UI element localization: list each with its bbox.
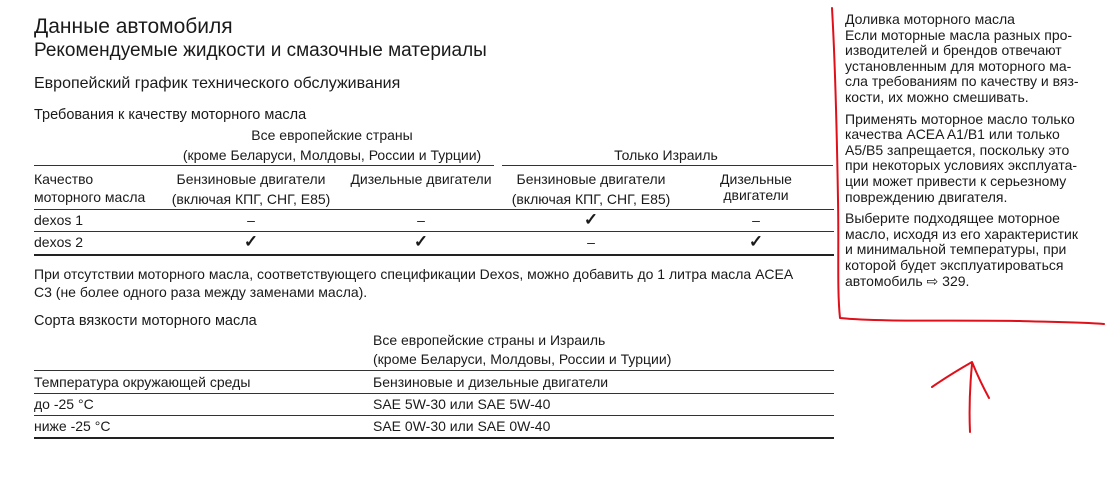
viscosity-row-grade: SAE 0W-30 или SAE 0W-40 <box>373 418 551 434</box>
page-title: Данные автомобиля <box>34 15 233 38</box>
col-diesel-il-line2: двигатели <box>723 187 789 203</box>
viscosity-row-grade: SAE 5W-30 или SAE 5W-40 <box>373 396 551 412</box>
sidebar-line: сла требованиям по качеству и вяз- <box>845 73 1079 90</box>
row-dexos1-name: dexos 1 <box>34 212 84 228</box>
page-subtitle: Рекомендуемые жидкости и смазочные материалы <box>34 40 487 61</box>
col-petrol-eu-line1: Бензиновые двигатели <box>176 171 326 187</box>
annotation-bracket-line <box>832 8 1104 324</box>
viscosity-row-temp: ниже -25 °C <box>34 418 111 434</box>
viscosity-group-line2: (кроме Беларуси, Молдовы, России и Турции) <box>373 351 672 367</box>
sidebar-line: изводителей и брендов отвечают <box>845 42 1062 59</box>
col-quality-line1: Качество <box>34 171 94 187</box>
sidebar-line: ции может привести к серьезному <box>845 172 1067 189</box>
col-petrol-il-line1: Бензиновые двигатели <box>516 171 666 187</box>
row-dexos1-petrol-il: ✓ <box>583 210 599 229</box>
sidebar-line: повреждению двигателя. <box>845 188 1008 205</box>
sidebar-line: кости, их можно смешивать. <box>845 88 1029 105</box>
row-dexos1-petrol-eu: – <box>247 212 255 228</box>
group-israel-header: Только Израиль <box>614 147 718 163</box>
col-diesel-eu: Дизельные двигатели <box>350 171 492 187</box>
sidebar-line: автомобиль ⇨ 329. <box>845 272 970 289</box>
row-dexos2-diesel-il: ✓ <box>748 232 764 251</box>
dexos-note-line1: При отсутствии моторного масла, соответствующего спецификации Dexos, можно добавить до 1 литра масла ACEA <box>34 266 794 282</box>
col-petrol-il-line2: (включая КПГ, СНГ, E85) <box>511 191 671 207</box>
row-dexos2-name: dexos 2 <box>34 234 84 250</box>
row-dexos2-petrol-il: – <box>587 234 595 250</box>
viscosity-heading: Сорта вязкости моторного масла <box>34 313 257 329</box>
sidebar-line: Выберите подходящее моторное <box>845 210 1060 227</box>
group-eu-header-line1: Все европейские страны <box>251 127 413 143</box>
col-engines: Бензиновые и дизельные двигатели <box>373 374 609 390</box>
sidebar-title: Доливка моторного масла <box>845 11 1015 27</box>
oil-quality-heading: Требования к качеству моторного масла <box>34 107 307 123</box>
sidebar-line: которой будет эксплуатироваться <box>845 256 1064 273</box>
sidebar-line: и минимальной температуры, при <box>845 241 1067 258</box>
dexos-note-line2: C3 (не более одного раза между заменами масла). <box>34 284 368 300</box>
col-quality-line2: моторного масла <box>34 189 146 205</box>
row-dexos2-petrol-eu: ✓ <box>243 232 259 251</box>
sidebar-line: масло, исходя из его характеристик <box>845 225 1078 242</box>
annotation-arrow <box>932 362 989 432</box>
row-dexos1-diesel-eu: – <box>417 212 425 228</box>
sidebar-line: качества ACEA A1/B1 или только <box>845 126 1060 143</box>
group-eu-header-line2: (кроме Беларуси, Молдовы, России и Турции) <box>182 147 482 163</box>
sidebar-line: Применять моторное масло только <box>845 110 1075 127</box>
sidebar-line: A5/B5 запрещается, поскольку это <box>845 141 1070 158</box>
col-petrol-eu-line2: (включая КПГ, СНГ, E85) <box>171 191 331 207</box>
viscosity-row-temp: до -25 °C <box>34 396 94 412</box>
col-diesel-il-line1: Дизельные <box>720 171 792 187</box>
col-ambient-temp: Температура окружающей среды <box>34 374 251 390</box>
section-heading: Европейский график технического обслуживания <box>34 75 401 92</box>
sidebar-line: Если моторные масла разных про- <box>845 26 1073 43</box>
sidebar-line: при некоторых условиях эксплуата- <box>845 157 1078 174</box>
sidebar-line: установленным для моторного ма- <box>845 57 1072 74</box>
viscosity-group-line1: Все европейские страны и Израиль <box>373 332 606 348</box>
row-dexos2-diesel-eu: ✓ <box>413 232 429 251</box>
row-dexos1-diesel-il: – <box>752 212 760 228</box>
